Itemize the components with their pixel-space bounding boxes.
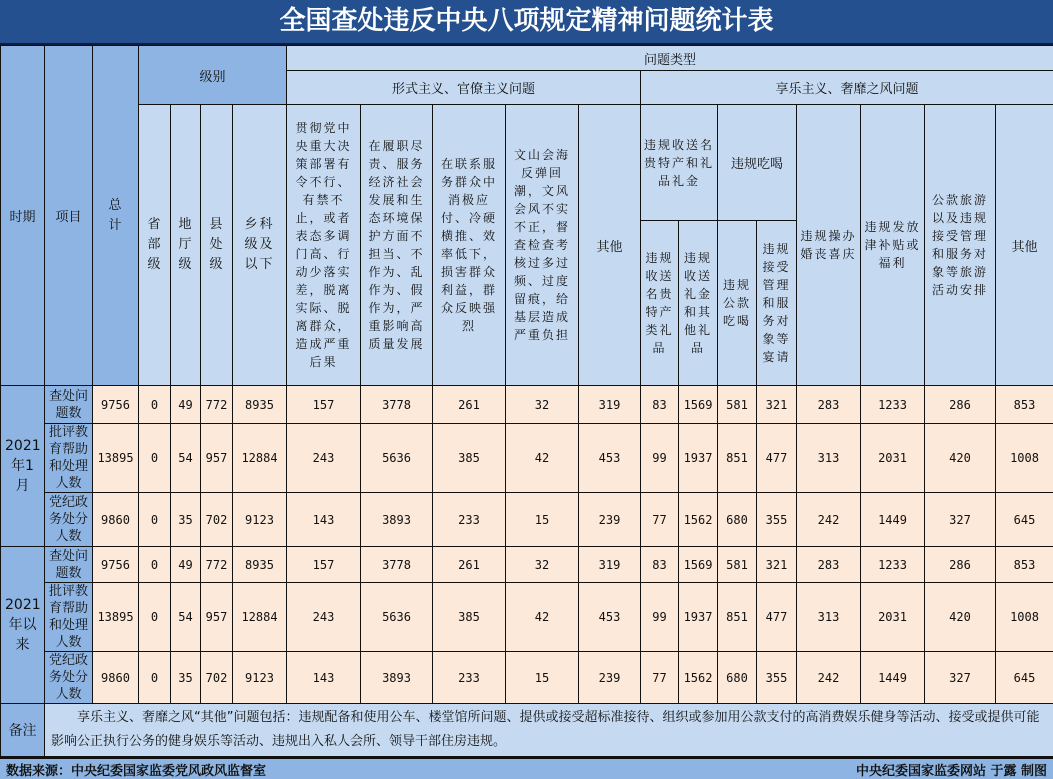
data-cell: 0 — [139, 386, 171, 424]
data-cell: 239 — [579, 652, 641, 704]
data-cell: 385 — [433, 583, 506, 652]
data-cell: 385 — [433, 424, 506, 493]
data-cell: 355 — [757, 652, 797, 704]
data-cell: 1449 — [861, 493, 925, 547]
data-cell: 1562 — [679, 493, 718, 547]
header-hedonism: 享乐主义、奢靡之风问题 — [641, 71, 1053, 105]
data-cell: 453 — [579, 583, 641, 652]
data-cell: 645 — [996, 493, 1053, 547]
data-cell: 99 — [641, 424, 679, 493]
data-cell: 283 — [797, 386, 861, 424]
table-row — [1, 547, 1053, 583]
header-formalism-col-1: 贯彻党中央重大决策部署有令不行、有禁不止，或者表态多调门高、行动少落实差，脱离实际、脱离群众，造成严重后果 — [287, 119, 360, 371]
data-cell: 32 — [506, 386, 579, 424]
data-cell: 32 — [506, 547, 579, 583]
header-formalism: 形式主义、官僚主义问题 — [287, 71, 641, 105]
data-cell: 99 — [641, 583, 679, 652]
data-cell: 313 — [797, 424, 861, 493]
data-cell: 233 — [433, 652, 506, 704]
row-item-label: 批评教育帮助和处理人数 — [45, 583, 93, 652]
data-cell: 702 — [201, 493, 233, 547]
header-total — [93, 46, 139, 386]
data-cell: 1569 — [679, 386, 718, 424]
data-cell: 0 — [139, 424, 171, 493]
header-level-prefecture: 地厅级 — [176, 215, 196, 275]
data-cell: 1937 — [679, 583, 718, 652]
data-cell: 5636 — [361, 583, 433, 652]
data-cell: 3893 — [361, 652, 433, 704]
data-cell: 8935 — [233, 547, 287, 583]
data-cell: 143 — [287, 493, 361, 547]
data-cell: 313 — [797, 583, 861, 652]
data-cell: 772 — [201, 547, 233, 583]
table-row — [1, 583, 1053, 652]
header-level-county: 县处级 — [207, 215, 227, 275]
data-cell: 35 — [171, 493, 201, 547]
data-cell: 13895 — [93, 424, 139, 493]
data-cell: 239 — [579, 493, 641, 547]
data-cell: 420 — [925, 424, 996, 493]
header-gifts-specialty: 违规收送名贵特产类礼品 — [641, 249, 678, 357]
header-dining-public: 违规公款吃喝 — [718, 276, 756, 330]
data-cell: 327 — [925, 652, 996, 704]
data-cell: 13895 — [93, 583, 139, 652]
data-cell: 12884 — [233, 583, 287, 652]
data-cell: 853 — [996, 386, 1053, 424]
data-cell: 261 — [433, 547, 506, 583]
data-cell: 42 — [506, 583, 579, 652]
data-cell: 286 — [925, 547, 996, 583]
data-cell: 157 — [287, 547, 361, 583]
header-period: 时期 — [1, 46, 45, 386]
period-label: 2021年以来 — [1, 547, 45, 704]
header-formalism-col-4: 文山会海反弹回潮，文风会风不实不正，督查检查考核过多过频、过度留痕，给基层造成严重负担 — [506, 146, 578, 344]
header-formalism-col-3: 在联系服务群众中消极应付、冷硬横推、效率低下，损害群众利益，群众反映强烈 — [433, 155, 505, 335]
data-cell: 0 — [139, 583, 171, 652]
header-weddings-funerals: 违规操办婚丧喜庆 — [797, 227, 860, 263]
data-cell: 77 — [641, 652, 679, 704]
data-cell: 355 — [757, 493, 797, 547]
data-cell: 42 — [506, 424, 579, 493]
data-cell: 243 — [287, 583, 361, 652]
header-level: 级别 — [139, 46, 287, 105]
data-cell: 9123 — [233, 493, 287, 547]
data-cell: 319 — [579, 386, 641, 424]
data-cell: 853 — [996, 547, 1053, 583]
note-text: 享乐主义、奢靡之风“其他”问题包括：违规配备和使用公车、楼堂馆所问题、提供或接受超标准接待、组织或参加用公款支付的高消费娱乐健身等活动、接受或提供可能影响公正执行公务的健身娱乐等活动、违规出入私人会所、领导干部住房违规。 — [45, 704, 1053, 757]
data-cell: 54 — [171, 424, 201, 493]
header-gifts-money: 违规收送礼金和其他礼品 — [679, 249, 717, 357]
data-cell: 851 — [718, 424, 757, 493]
header-hedonism-other: 其他 — [996, 105, 1053, 386]
table-row — [1, 424, 1053, 493]
data-cell: 15 — [506, 493, 579, 547]
data-cell: 3778 — [361, 547, 433, 583]
data-cell: 702 — [201, 652, 233, 704]
data-cell: 1562 — [679, 652, 718, 704]
header-dining-banquet: 违规接受管理和服务对象等宴请 — [757, 240, 796, 366]
data-cell: 9123 — [233, 652, 287, 704]
header-level-province: 省部级 — [145, 215, 165, 275]
header-formalism-col-2: 在履职尽责、服务经济社会发展和生态环境保护方面不担当、不作为、乱作为、假作为，严重影响高质量发展 — [361, 137, 432, 353]
data-cell: 83 — [641, 386, 679, 424]
data-cell: 5636 — [361, 424, 433, 493]
row-item-label: 党纪政务处分人数 — [45, 652, 93, 704]
header-tourism: 公款旅游以及违规接受管理和服务对象等旅游活动安排 — [925, 191, 995, 299]
data-cell: 35 — [171, 652, 201, 704]
data-cell: 243 — [287, 424, 361, 493]
row-item-label: 党纪政务处分人数 — [45, 493, 93, 547]
data-cell: 77 — [641, 493, 679, 547]
data-cell: 645 — [996, 652, 1053, 704]
data-cell: 319 — [579, 547, 641, 583]
data-cell: 83 — [641, 547, 679, 583]
data-cell: 242 — [797, 493, 861, 547]
data-cell: 49 — [171, 547, 201, 583]
header-item: 项目 — [45, 46, 93, 386]
data-cell: 321 — [757, 386, 797, 424]
header-dining-group: 违规吃喝 — [718, 105, 797, 221]
data-cell: 581 — [718, 386, 757, 424]
header-allowances: 违规发放津补贴或福利 — [861, 218, 924, 272]
header-total-label: 总计 — [106, 196, 126, 236]
data-cell: 1449 — [861, 652, 925, 704]
data-cell: 1233 — [861, 386, 925, 424]
table-row — [1, 386, 1053, 424]
data-cell: 9756 — [93, 386, 139, 424]
note-label: 备注 — [1, 704, 45, 757]
data-cell: 283 — [797, 547, 861, 583]
data-cell: 957 — [201, 583, 233, 652]
data-source: 数据来源：中央纪委国家监委党风政风监督室 — [6, 760, 266, 779]
statistics-table — [0, 45, 1053, 757]
data-cell: 453 — [579, 424, 641, 493]
data-cell: 772 — [201, 386, 233, 424]
data-cell: 143 — [287, 652, 361, 704]
header-gifts-group: 违规收送名贵特产和礼品礼金 — [641, 136, 717, 190]
data-cell: 9860 — [93, 493, 139, 547]
data-cell: 1233 — [861, 547, 925, 583]
data-cell: 286 — [925, 386, 996, 424]
header-formalism-other: 其他 — [579, 105, 641, 386]
header-problem-type: 问题类型 — [287, 46, 1053, 71]
table-row — [1, 652, 1053, 704]
data-cell: 242 — [797, 652, 861, 704]
data-cell: 0 — [139, 547, 171, 583]
row-item-label: 查处问题数 — [45, 386, 93, 424]
data-cell: 2031 — [861, 583, 925, 652]
data-cell: 49 — [171, 386, 201, 424]
data-rows — [1, 386, 1053, 704]
data-cell: 8935 — [233, 386, 287, 424]
data-cell: 1569 — [679, 547, 718, 583]
data-cell: 327 — [925, 493, 996, 547]
table-row — [1, 493, 1053, 547]
data-cell: 3893 — [361, 493, 433, 547]
data-cell: 1008 — [996, 424, 1053, 493]
data-cell: 233 — [433, 493, 506, 547]
data-cell: 9860 — [93, 652, 139, 704]
data-cell: 851 — [718, 583, 757, 652]
data-cell: 261 — [433, 386, 506, 424]
data-cell: 1937 — [679, 424, 718, 493]
page-title: 全国查处违反中央八项规定精神问题统计表 — [0, 0, 1053, 45]
data-cell: 321 — [757, 547, 797, 583]
period-label: 2021年1月 — [1, 386, 45, 547]
row-item-label: 查处问题数 — [45, 547, 93, 583]
credit: 中央纪委国家监委网站 于露 制图 — [856, 760, 1047, 779]
data-cell: 2031 — [861, 424, 925, 493]
data-cell: 0 — [139, 493, 171, 547]
data-cell: 420 — [925, 583, 996, 652]
data-cell: 157 — [287, 386, 361, 424]
data-cell: 54 — [171, 583, 201, 652]
data-cell: 680 — [718, 652, 757, 704]
data-cell: 1008 — [996, 583, 1053, 652]
data-cell: 957 — [201, 424, 233, 493]
footer — [0, 757, 1053, 779]
data-cell: 3778 — [361, 386, 433, 424]
data-cell: 15 — [506, 652, 579, 704]
data-cell: 477 — [757, 424, 797, 493]
data-cell: 680 — [718, 493, 757, 547]
header-level-township: 乡科级及以下 — [239, 215, 281, 275]
data-cell: 9756 — [93, 547, 139, 583]
data-cell: 477 — [757, 583, 797, 652]
data-cell: 581 — [718, 547, 757, 583]
data-cell: 12884 — [233, 424, 287, 493]
row-item-label: 批评教育帮助和处理人数 — [45, 424, 93, 493]
data-cell: 0 — [139, 652, 171, 704]
